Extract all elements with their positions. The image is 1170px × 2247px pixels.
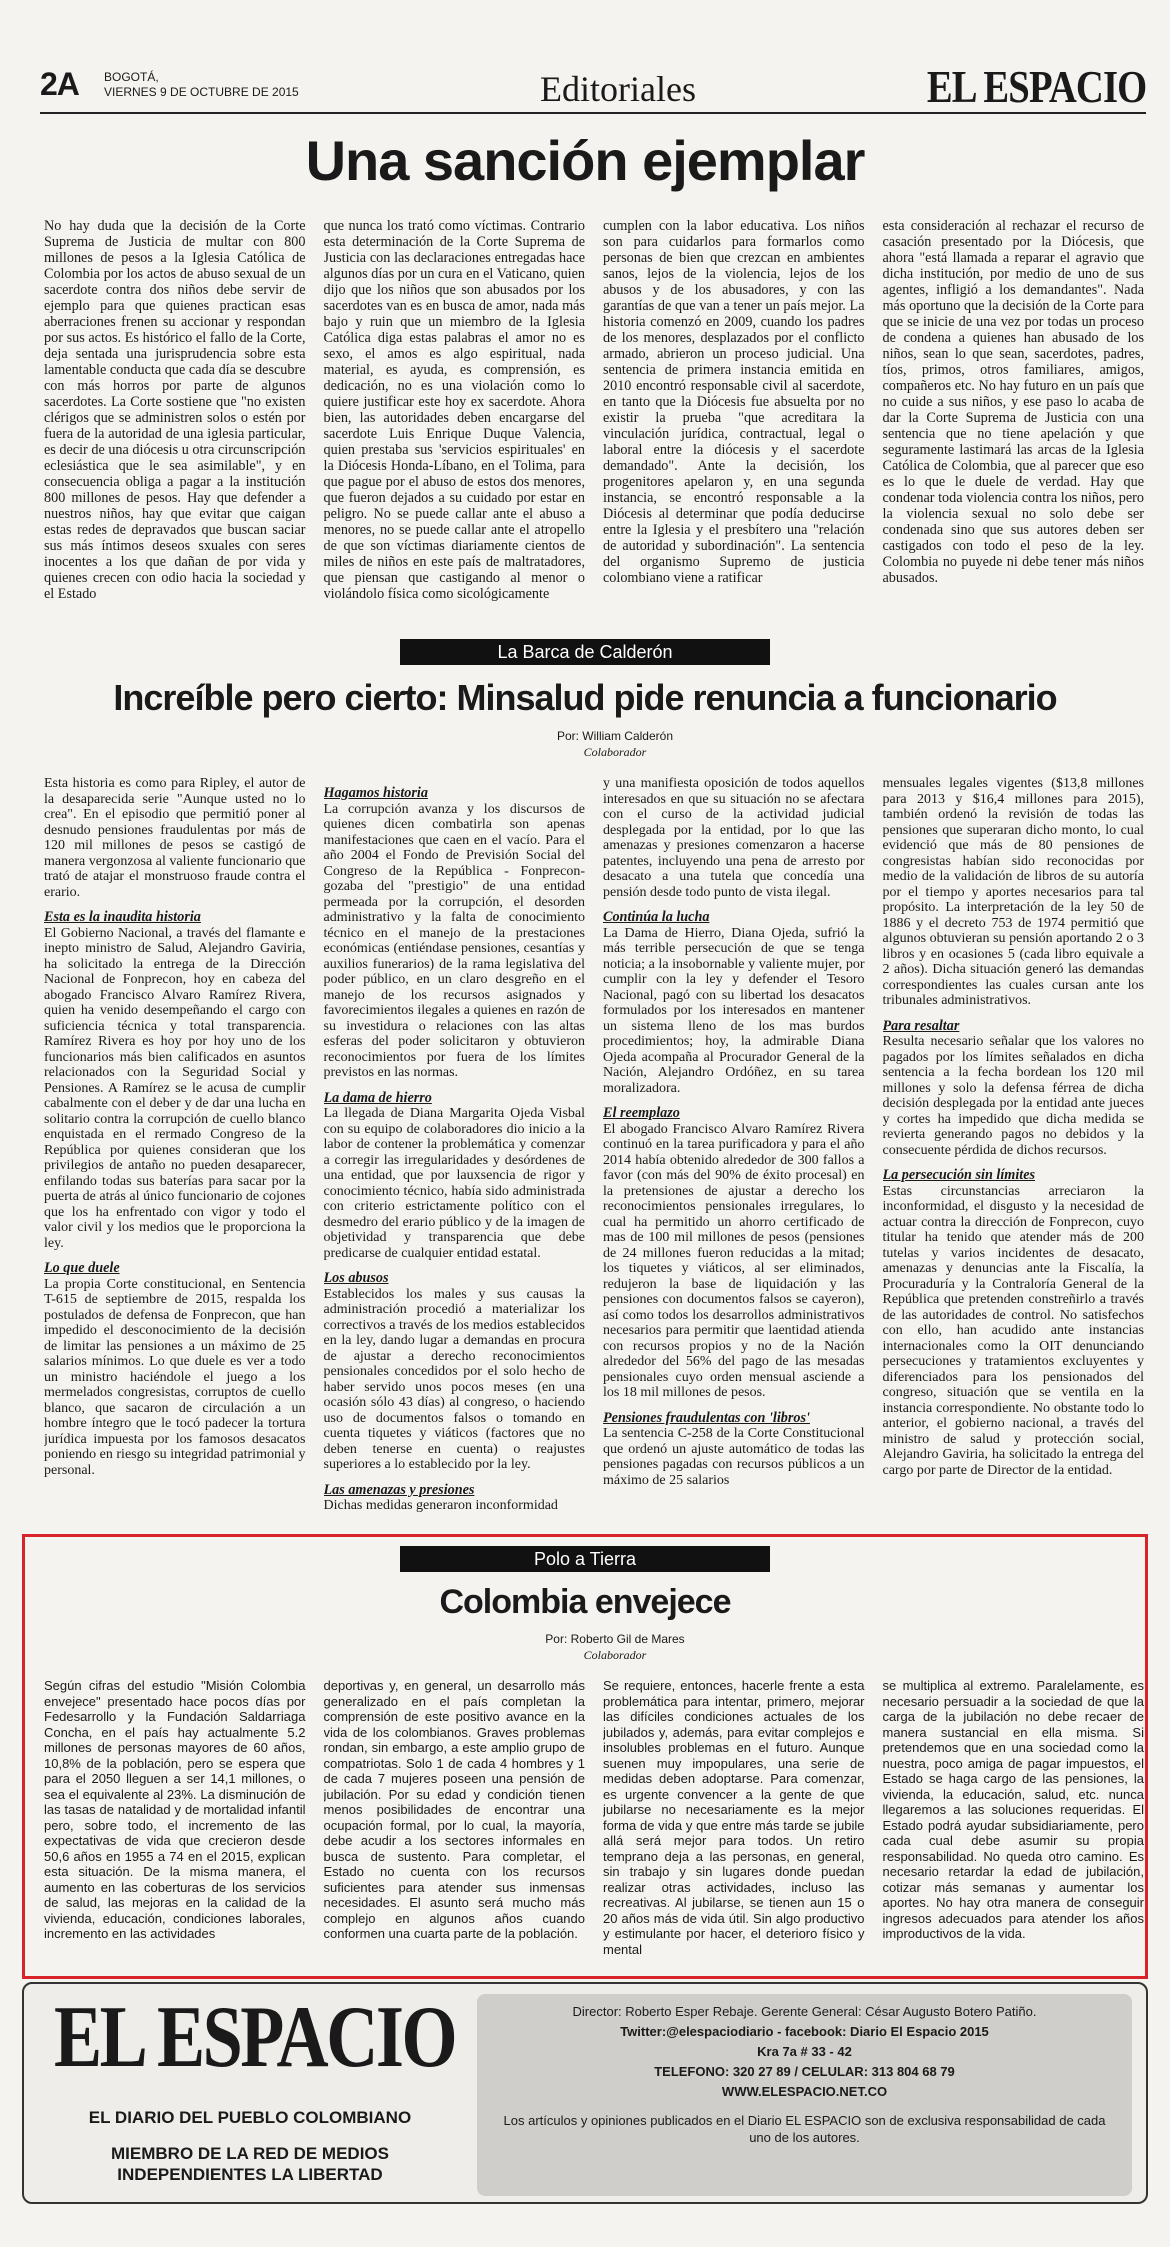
author-role: Colaborador [583, 745, 647, 759]
footer-box [22, 1982, 1148, 2204]
editorial-text: esta consideración al rechazar el recurso de casación presentado por la Diócesis, que ahora "está llamada a reparar el agravio que dicha institución, por medio de uno de sus agentes, infligió a los demandantes". Nada más oportuno que la decisión de la Corte para que se inicie de una vez por todas un proceso de condena a quienes han abusado de los niños, sean lo que sean, sacerdotes, padres, tíos, primos, otros familiares, amigos, compañeros etc. No hay futuro en un país que no cuide a sus niños, y ese paso lo acaba de dar la Corte Suprema de Justicia con una sentencia que no tiene apelación y que seguramente lastimará las arcas de la Iglesia Católica de Colombia, que al parecer que eso es lo que le duele de verdad. Hay que condenar toda violencia contra los niños, pero la violencia sexual no solo debe ser condenada sino que sus autores deben ser castigados con todo el peso de la ley. Colombia no puyede ni debe tener más niños abusados. [882, 218, 1144, 586]
calderon-text: Estas circunstancias arreciaron la inconformidad, el disgusto y la necesidad de actuar contra la dirección de Fonprecon, cuyo titular ha tenido que atender más de 200 tutelas y varios incidentes de desacato, amenazas y denuncias ante la Fiscalía, la Procuraduría y la Contraloría General de la República que pretenden constreñirlo a través de las autoridades de control. No satisfechos con ello, han acudido ante instancias internacionales como la OIT denunciando persecuciones y tratamientos excluyentes y diferenciados para los pensionados del congreso, situación que se ventila en la instancia correspondiente. No obstante todo lo anterior, el gobierno nacional, a través del ministro de salud y protección social, Alejandro Gaviria, ha solicitado la entrega del cargo por parte de Director de la entidad. [882, 1183, 1144, 1478]
footer-member: MIEMBRO DE LA RED DE MEDIOS INDEPENDIENTES LA LIBERTAD [111, 2144, 389, 2184]
footer-info-panel [477, 1994, 1132, 2196]
masthead [40, 62, 1146, 114]
polo-column [883, 1678, 1145, 1970]
editorial-text: cumplen con la labor educativa. Los niños son para cuidarlos para formarlos como personas de bien que crezcan en ambientes sanos, lejos de la violencia, lejos de los abusos y de los abusadores, y con las garantías de que van a tener un país mejor. La historia comenzó en 2009, cuando los padres de los menores, desplazados por el conflicto armado, abrieron un proceso judicial. Una sentencia de primera instancia emitida en 2010 encontró responsable civil al sacerdote, en tanto que la Diócesis fue absuelta por no existir la prueba "que acreditara la vinculación jurídica, contractual, legal o laboral entre la diócesis y el sacerdote demandado". Ante la decisión, los progenitores apelaron y, en una segunda instancia, se encontró responsable a la Diócesis al determinar que podía deducirse entre la Iglesia y el presbítero una "relación de autoridad y subordinación". La sentencia del organismo Supremo de justicia colombiano viene a ratificar [603, 218, 865, 586]
polo-column [324, 1678, 586, 1970]
footer-disclaimer: Los artículos y opiniones publicados en el Diario EL ESPACIO son de exclusiva responsabilidad de cada uno de los autores. [503, 2113, 1106, 2145]
polo-text: Se requiere, entonces, hacerle frente a esta problemática para intentar, primero, mejorar las difíciles condiciones actuales de los jubilados y, además, para evitar complejos e insolubles problemas en el futuro. Aunque suenen muy impopulares, una serie de medidas deben adoptarse. Para comenzar, es urgente convencer a la gente de que jubilarse no necesariamente es la mejor forma de vida y que entre más tarde se jubile allá será mejor para todos. Un retiro temprano deja a las personas, en general, sin trabajo y sin lugares donde puedan realizar otras actividades, incluso las recreativas. Al jubilarse, se tienen aun 15 o 20 años más de vida útil. Sin algo productivo y estimulante por hacer, el deterioro físico y mental [603, 1678, 865, 1957]
subhead: Esta es la inaudita historia [44, 909, 201, 925]
dateline-date: VIERNES 9 DE OCTUBRE DE 2015 [104, 85, 299, 99]
calderon-text: Esta historia es como para Ripley, el autor de la desaparecida serie "Aunque usted no lo crea". En el episodio que permitió poner al desnudo pensiones fraudulentas por más de 120 mil millones de pesos se castigó de manera vergonzosa al valiente funcionario que trató de atajar el monstruoso fraude contra el erario. [44, 776, 306, 900]
editorial-column [603, 218, 865, 618]
calderon-text: El abogado Francisco Alvaro Ramírez Rivera continuó en la tarea purificadora y para el año 2014 había obtenido alrededor de 300 fallos a favor (con más del 90% de éxito procesal) en la pretensiones de ajustar a derecho los reconocimientos pensionales irregulares, lo cual ha permitido un ahorro certificado de mas de 100 mil millones de pesos (pensiones de 24 millones fueron reducidas a la mitad; los tiquetes y viáticos, al ser eliminados, redujeron la base de liquidación y las pensiones con documentos falsos se cayeron), así como todos los desarrollos administrativos necesarios para permitir que laentidad atienda con recursos propios y no de la Nación alrededor del 56% del pago de las mesadas pensionales cuyo orden mensual asciende a los 18 mil millones de pesos. [603, 1121, 865, 1400]
calderon-column [44, 776, 306, 1526]
page-number: 2A [40, 66, 79, 102]
editorial-title: Una sanción ejemplar [305, 129, 865, 192]
calderon-text: Dichas medidas generaron inconformidad [323, 1498, 558, 1513]
editorial-column [44, 218, 306, 618]
subhead: Pensiones fraudulentas con 'libros' [603, 1409, 810, 1426]
calderon-text: La llegada de Diana Margarita Ojeda Visbal con su equipo de colaboradores dio inicio a la labor de contener la problemática y comenzar a corregir las irregularidades y desórdenes de una entidad, que por lauxsencia de rigor y conocimiento técnico, había sido administrada con criterio estrictamente político con el desmedro del erario público y de la imagen de objetividad y transparencia que debe predicarse de cualquier entidad estatal. [323, 1106, 585, 1261]
calderon-text: La corrupción avanza y los discursos de quienes dicen combatirla son apenas manifestaciones que caen en el vacío. Para el año 2004 el Fondo de Previsión Social del Congreso de la República - Fonprecon- gozaba del "prestigio" de una entidad permeada por la corrupción, el desorden administrativo y la falta de conocimiento técnico en el manejo de la prestaciones económicas (entiéndase pensiones, cesantías y auxilios funerarios) de la rama legislativa del poder público, en un claro desgreño en el manejo de los recursos asignados y favorecimientos ilegales a quienes en razón de su investidura o relaciones con las altas esferas del poder solicitaron y obtuvieron reconocimientos por fuera de los límites previstos en las normas. [323, 801, 585, 1080]
author-role: Colaborador [583, 1648, 647, 1662]
subhead: Las amenazas y presiones [323, 1481, 475, 1498]
footer-phones: TELEFONO: 320 27 89 / CELULAR: 313 804 68 79 [654, 2064, 955, 2079]
subhead: Continúa la lucha [603, 909, 710, 925]
calderon-text: Establecidos los males y sus causas la administración procedió a materializar los correctivos a través de los medios establecidos en la ley, dando lugar a demandas en procura de ajustar a derecho reconocimientos pensionales concedidos por el solo hecho de haber servido unos pocos meses (en una ocasión sólo 43 días) al congreso, o haciendo uso de documentos falsos o tomando en cuenta tiquetes y viáticos (factores que no deben tenerse en cuenta) o reajustes superiores a lo establecido por la ley. [323, 1286, 585, 1472]
subhead: Para resaltar [882, 1017, 960, 1034]
calderon-text: mensuales legales vigentes ($13,8 millones para 2013 y $16,4 millones para 2015), también ordenó la revisión de todas las pensiones que superaran dicho monto, lo cual evidenció que más de 80 pensiones de congresistas habían sido reconocidas por medio de la validación de libros de su autoría por el tiempo y aportes necesarios para tal propósito. La interpretación de la ley 50 de 1886 y el decreto 753 de 1974 permitió que algunos obtuvieran su pensión aportando 2 o 3 libros y en ocasiones 5 (cada libro equivale a 2 años). Dicha situación generó las demandas correspondientes las cuales cursan ante los tribunales administrativos. [882, 776, 1144, 1008]
author-name: Por: Roberto Gil de Mares [545, 1632, 685, 1646]
calderon-body [44, 776, 1144, 1526]
calderon-column [883, 776, 1145, 1526]
editorial-text: No hay duda que la decisión de la Corte Suprema de Justicia de multar con 800 millones de pesos a la Iglesia Católica de Colombia por los actos de abuso sexual de un sacerdote contra dos niños debe servir de ejemplo para que quienes practican esas aberraciones frenen su accionar y respondan por sus actos. Es histórico el fallo de la Corte, deja sentada una jurisprudencia sobre esta lamentable conducta que cada día se descubre con más horros por parte de algunos sacerdotes. La Corte sostiene que "no existen clérigos que se administren solos o estén por fuera de la autoridad de una iglesia particular, es decir de una diócesis u otra circunscripción eclesiástica que le sea asimilable", y en consecuencia obliga a pagar a la institución 800 millones de pesos. Hay que defender a nuestros niños, hay que evitar que caigan estas redes de depravados que buscan saciar sus más íntimos deseos sxuales con seres inocentes a los que dañan de por vida y quienes crecen con odio hacia la sociedad y el Estado [44, 218, 306, 602]
editorial-column [883, 218, 1145, 618]
calderon-text: La propia Corte constitucional, en Sentencia T-615 de septiembre de 2015, respalda los postulados de defensa de Fonprecon, que han impedido el desconocimiento de la decisión de limitar las pensiones a un máximo de 25 salarios mínimos. Lo que duele es ver a todo un ministro haciéndole el juego a los mermelados congresistas, corruptos de cuello blanco, que sacaron de circulación a un hombre íntegro que le tocó padecer la tortura jurídica impuesta por los famosos desacatos poniendo en riesgo su integridad patrimonial y personal. [44, 1276, 306, 1478]
polo-column [44, 1678, 306, 1970]
polo-text: deportivas y, en general, un desarrollo más generalizado en el país completan la comprensión de este positivo avance en la vida de los colombianos. Graves problemas rondan, sin embargo, a este amplio grupo de compatriotas. Solo 1 de cada 4 hombres y 1 de cada 7 mujeres poseen una pensión de jubilación. Por su edad y condición tienen menos posibilidades de encontrar una ocupación formal, por lo cual, la mayoría, debe acudir a los sectores informales en busca de sustento. Para completar, el Estado no cuenta con los recursos suficientes para atender sus inmensas necesidades. El asunto será mucho más complejo en algunos años cuando conformen una cuarta parte de la población. [323, 1678, 585, 1941]
calderon-text: El Gobierno Nacional, a través del flamante e inepto ministro de Salud, Alejandro Gaviria, ha solicitado la entrega de la Dirección Nacional de Fonprecon, hoy en cabeza del abogado Francisco Alvaro Ramírez Rivera, quien ha venido desempeñando el cargo con suficiencia técnica y total transparencia. Ramírez Rivera es hoy por hoy uno de los funcionarios más bien calificados en asuntos relacionados con la Seguridad Social y Pensiones. A Ramírez se le acusa de cumplir cabalmente con el deber y de dar una lucha en solitario contra la corrupción de cuello blanco enquistada en el rermado Congreso de la República por quienes consideran que los privilegios de antaño no pueden desaparecer, enfilando todas sus baterías para sacar por la puerta de atrás al único funcionario de cojones que los ha enfrentado con vigor y todo el valor civil y los medios que le proporciona la ley. [44, 925, 306, 1251]
subhead: La dama de hierro [323, 1089, 432, 1106]
footer-tagline: EL DIARIO DEL PUEBLO COLOMBIANO [88, 2108, 412, 2127]
section-kicker: La Barca de Calderón [400, 639, 770, 665]
author-name: Por: William Calderón [556, 729, 674, 743]
subhead: La persecución sin límites [882, 1167, 1036, 1183]
polo-title: Colombia envejece [439, 1583, 731, 1621]
polo-column [603, 1678, 865, 1970]
subhead: Los abusos [323, 1270, 389, 1286]
section-title: Editoriales [540, 69, 696, 109]
subhead: Lo que duele [44, 1260, 120, 1276]
footer-logo: EL ESPACIO [54, 1989, 456, 2086]
calderon-text: La Dama de Hierro, Diana Ojeda, sufrió la más terrible persecución de que se tenga noticia; a la insobornable y valiente mujer, por cumplir con la ley y defender el Tesoro Nacional, pagó con su libertad los desacatos formulados por los interesados en mantener un sistema lleno de los mas burdos procedimientos; hoy, la admirable Diana Ojeda acompaña al Procurador General de la Nación, Alejandro Ordóñez, en su tarea moralizadora. [603, 925, 865, 1096]
dateline-city: BOGOTÁ, [104, 70, 159, 84]
subhead: Hagamos historia [323, 785, 428, 801]
polo-byline [460, 1631, 770, 1663]
editorial-body [44, 218, 1144, 618]
footer-director: Director: Roberto Esper Rebaje. Gerente General: César Augusto Botero Patiño. [572, 2004, 1037, 2019]
polo-text: Según cifras del estudio "Misión Colombia envejece" presentado hace pocos días por Fedesarrollo y la Fundación Saldarriaga Concha, en el país hay actualmente 5.2 millones de personas mayores de 60 años, 10,8% de la población, pero se espera que para el 2050 lleguen a ser 14,1 millones, o sea el equivalente al 23%. La disminución de las tasas de natalidad y de mortalidad infantil pero, sobre todo, el incremento de las expectativas de vida que crecieron desde 50,6 años en 1955 a 74 en el 2015, explican esta situación. De la misma manera, el aumento en las coberturas de los servicios de salud, las mejoras en la calidad de la vivienda, educación, condiciones laborales, incremento en las actividades [44, 1678, 306, 1941]
polo-body [44, 1678, 1144, 1970]
calderon-text: Resulta necesario señalar que los valores no pagados por los límites señalados en dicha sentencia a la fecha bordean los 120 mil millones y solo la defensa férrea de dicha decisión desplegada por la entidad ante jueces y cortes ha impedido que dicha medida se revierta generando pagos no debidos y la consecuente pérdida de dichos recursos. [882, 1034, 1144, 1158]
calderon-title: Increíble pero cierto: Minsalud pide renuncia a funcionario [113, 677, 1057, 718]
calderon-byline [460, 728, 770, 760]
brand-logo: EL ESPACIO [926, 61, 1146, 112]
editorial-text: que nunca los trató como víctimas. Contrario esta determinación de la Corte Suprema de Justicia con las declaraciones entregadas hace algunos días por un cura en el Vaticano, quien dijo que los niños que son abusados por los sacerdotes van es en busca de amor, nada más bajo y ruin que un miembro de la Iglesia Católica diga estas palabras el amor no es sexo, el amos es algo espiritual, nada material, es ayuda, es comprensión, es dedicación, no es una violación como lo quiere justificar este hoy ex sacerdote. Ahora bien, las autoridades deben encargarse del sacerdote Luis Enrique Duque Valencia, quien prestaba sus 'servicios espirituales' en la Diócesis Honda-Líbano, en el Tolima, para que pague por el abuso de estos dos menores, que fueron dejados a su cuidado por estar en peligro. No se puede callar ante el abuso a menores, no se puede callar ante el atropello de que son víctimas diariamente cientos de miles de niños en este país de maltratadores, que piensan que castigando al menor o violándolo física como sicológicamente [323, 218, 585, 602]
editorial-column [324, 218, 586, 618]
calderon-column [324, 776, 586, 1526]
footer-social: Twitter:@elespaciodiario - facebook: Diario El Espacio 2015 [620, 2024, 989, 2039]
subhead: El reemplazo [603, 1105, 680, 1121]
calderon-text: La sentencia C-258 de la Corte Constitucional que ordenó un ajuste automático de todas las pensiones pagadas con recursos públicos a un máximo de 25 salarios [603, 1426, 865, 1488]
section-kicker: Polo a Tierra [400, 1546, 770, 1572]
footer-address: Kra 7a # 33 - 42 [757, 2044, 852, 2059]
polo-text: se multiplica al extremo. Paralelamente, es necesario persuadir a la sociedad de que la carga de la jubilación no debe recaer de manera sustancial en ella misma. Si pretendemos que en una sociedad como la nuestra, poco amiga de pagar impuestos, el Estado se haga cargo de las pensiones, la vivienda, la educación, salud, etc. nunca llegaremos a las soluciones requeridas. El Estado podrá ayudar subsidiariamente, pero cada cual debe asumir su propia responsabilidad. No queda otro camino. Es necesario retardar la edad de jubilación, cotizar más semanas y aumentar los aportes. No hay otra manera de conseguir ingresos adecuados para atender los años improductivos de la vida. [882, 1678, 1144, 1941]
calderon-column [603, 776, 865, 1526]
dateline [104, 70, 299, 100]
calderon-text: y una manifiesta oposición de todos aquellos interesados en que su situación no se afectara con el curso de la actividad judicial desplegada por la entidad, por lo que las amenazas y presiones comenzaron a hacerse patentes, incluyendo una pena de arresto por desacato a una tutela que concedía una pensión desde todo punto de vista ilegal. [603, 776, 865, 900]
footer-web[interactable]: WWW.ELESPACIO.NET.CO [721, 2084, 888, 2099]
